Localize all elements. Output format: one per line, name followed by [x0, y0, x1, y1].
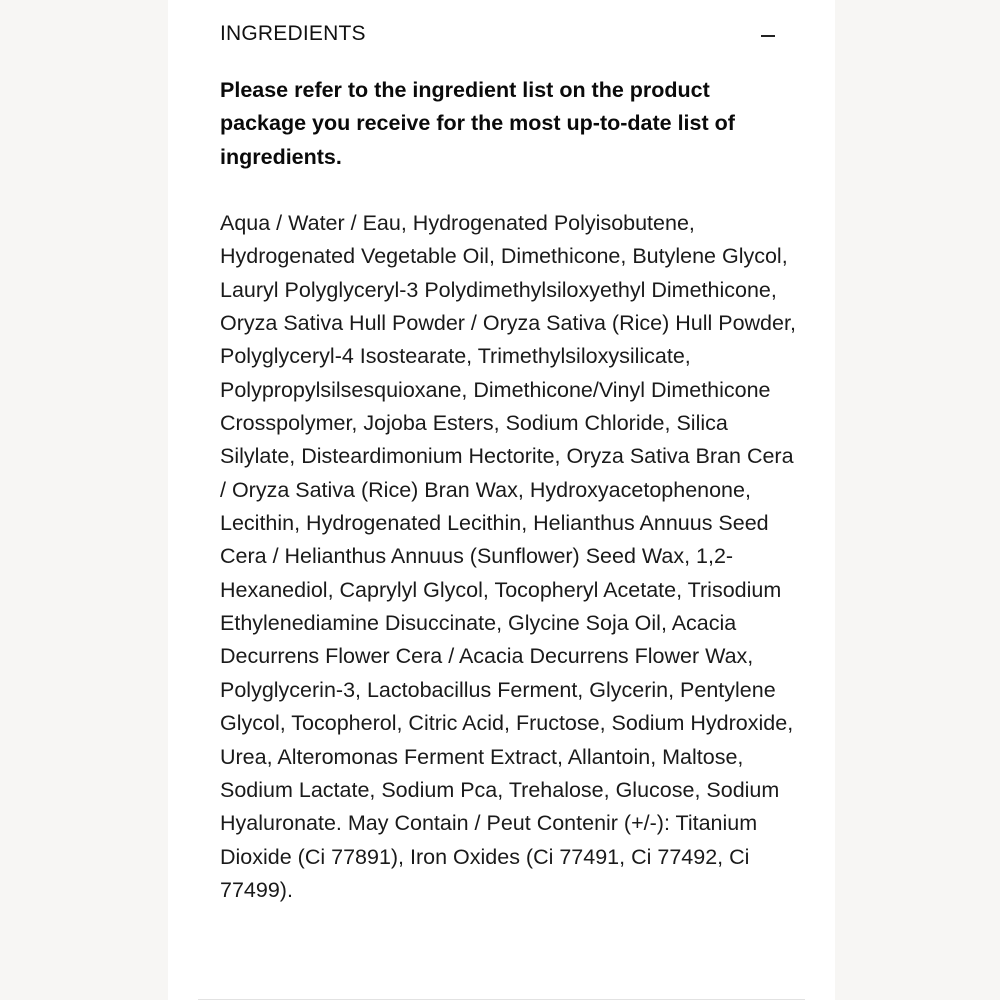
section-title: INGREDIENTS [220, 22, 366, 45]
ingredient-notice: Please refer to the ingredient list on the product package you receive for the most up-to-date list of ingredients. [220, 78, 735, 169]
accordion-header[interactable] [220, 20, 780, 50]
collapse-toggle-button[interactable] [756, 22, 780, 46]
ingredient-list: Aqua / Water / Eau, Hydrogenated Polyisobutene, Hydrogenated Vegetable Oil, Dimethicone, Butylene Glycol, Lauryl Polyglyceryl-3 Polydimethylsiloxyethyl Dimethicone, Oryza Sativa Hull Powder / Oryza Sativa (Rice) Hull Powder, Polyglyceryl-4 Isostearate, Trimethylsiloxysilicate, Polypropylsilsesquioxane, Dimethicone/Vinyl Dimethicone Crosspolymer, Jojoba Esters, Sodium Chloride, Silica Silylate, Disteardimonium Hectorite, Oryza Sativa Bran Cera / Oryza Sativa (Rice) Bran Wax, Hydroxyacetophenone, Lecithin, Hydrogenated Lecithin, Helianthus Annuus Seed Cera / Helianthus Annuus (Sunflower) Seed Wax, 1,2-Hexanediol, Caprylyl Glycol, Tocopheryl Acetate, Trisodium Ethylenediamine Disuccinate, Glycine Soja Oil, Acacia Decurrens Flower Cera / Acacia Decurrens Flower Wax, Polyglycerin-3, Lactobacillus Ferment, Glycerin, Pentylene Glycol, Tocopherol, Citric Acid, Fructose, Sodium Hydroxide, Urea, Alteromonas Ferment Extract, Allantoin, Maltose, Sodium Lactate, Sodium Pca, Trehalose, Glucose, Sodium Hyaluronate. May Contain / Peut Contenir (+/-): Titanium Dioxide (Ci 77891), Iron Oxides (Ci 77491, Ci 77492, Ci 77499). [220, 211, 796, 902]
ingredients-panel [168, 0, 835, 1000]
minus-icon [761, 35, 775, 37]
